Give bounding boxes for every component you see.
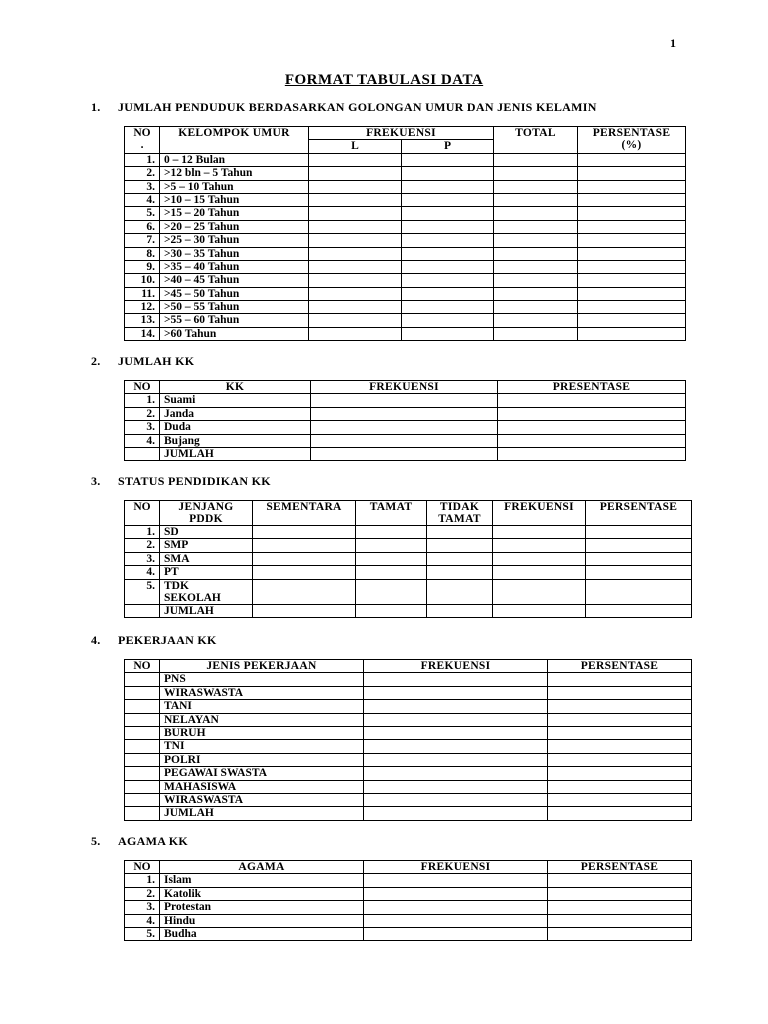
blank-cell (494, 153, 578, 166)
blank-cell (309, 180, 402, 193)
section-5-heading (91, 834, 188, 849)
blank-cell (356, 526, 427, 539)
blank-cell (364, 673, 548, 686)
table-row (125, 434, 686, 447)
blank-cell (494, 314, 578, 327)
blank-cell (253, 552, 356, 565)
row-number: 2. (125, 539, 160, 552)
header-frequency: FREKUENSI (364, 660, 548, 673)
row-number (125, 767, 160, 780)
section-number: 1. (91, 100, 101, 114)
header-percentage: PRESENTASE (498, 381, 686, 394)
blank-cell (402, 180, 494, 193)
blank-cell (548, 753, 692, 766)
header-no: NO (125, 861, 160, 874)
blank-cell (364, 740, 548, 753)
row-number: 4. (125, 566, 160, 579)
table-row (125, 793, 692, 806)
row-label: JUMLAH (160, 807, 364, 820)
blank-cell (253, 579, 356, 604)
row-label: >60 Tahun (160, 327, 309, 340)
table-row (125, 914, 692, 927)
table-row (125, 686, 692, 699)
row-label: JUMLAH (160, 604, 253, 617)
section-2-heading (91, 354, 194, 369)
blank-cell (311, 447, 498, 460)
section-1-heading (91, 100, 597, 115)
blank-cell (311, 407, 498, 420)
blank-cell (311, 434, 498, 447)
section-number: 3. (91, 474, 101, 488)
blank-cell (494, 287, 578, 300)
blank-cell (402, 234, 494, 247)
blank-cell (548, 887, 692, 900)
blank-cell (364, 686, 548, 699)
header-no: NO (125, 501, 160, 526)
row-label: TDK SEKOLAH (160, 579, 253, 604)
row-label: Bujang (160, 434, 311, 447)
blank-cell (578, 193, 686, 206)
table-row (125, 604, 692, 617)
row-number (125, 793, 160, 806)
table-row (125, 874, 692, 887)
table-row (125, 887, 692, 900)
blank-cell (493, 579, 586, 604)
blank-cell (578, 314, 686, 327)
table-row (125, 807, 692, 820)
header-total: TOTAL (494, 127, 578, 154)
table-row (125, 740, 692, 753)
row-number: 5. (125, 207, 160, 220)
blank-cell (494, 234, 578, 247)
header-kk: KK (160, 381, 311, 394)
blank-cell (309, 247, 402, 260)
row-number (125, 700, 160, 713)
table-row (125, 394, 686, 407)
table-row (125, 700, 692, 713)
row-label: BURUH (160, 726, 364, 739)
table-row (125, 314, 686, 327)
header-age-group: KELOMPOK UMUR (160, 127, 309, 154)
blank-cell (311, 394, 498, 407)
blank-cell (494, 274, 578, 287)
row-label: TANI (160, 700, 364, 713)
blank-cell (402, 220, 494, 233)
table-row (125, 767, 692, 780)
section-3-heading (91, 474, 271, 489)
blank-cell (402, 167, 494, 180)
blank-cell (309, 220, 402, 233)
row-number: 7. (125, 234, 160, 247)
blank-cell (253, 604, 356, 617)
row-number (125, 753, 160, 766)
blank-cell (586, 604, 692, 617)
table-row (125, 287, 686, 300)
row-label: Janda (160, 407, 311, 420)
blank-cell (364, 753, 548, 766)
blank-cell (498, 421, 686, 434)
blank-cell (586, 552, 692, 565)
row-label: >55 – 60 Tahun (160, 314, 309, 327)
blank-cell (253, 566, 356, 579)
table-row (125, 566, 692, 579)
blank-cell (578, 167, 686, 180)
blank-cell (311, 421, 498, 434)
header-in-progress: SEMENTARA (253, 501, 356, 526)
blank-cell (364, 927, 548, 940)
row-label: POLRI (160, 753, 364, 766)
table-row (125, 526, 692, 539)
section-title: JUMLAH PENDUDUK BERDASARKAN GOLONGAN UMUR DAN JENIS KELAMIN (118, 100, 597, 114)
blank-cell (494, 167, 578, 180)
blank-cell (309, 260, 402, 273)
table-row (125, 539, 692, 552)
blank-cell (364, 767, 548, 780)
blank-cell (309, 327, 402, 340)
row-label: SD (160, 526, 253, 539)
blank-cell (494, 301, 578, 314)
blank-cell (309, 167, 402, 180)
row-label: WIRASWASTA (160, 686, 364, 699)
blank-cell (548, 700, 692, 713)
table-head-of-household (124, 380, 686, 461)
blank-cell (498, 447, 686, 460)
row-label: Hindu (160, 914, 364, 927)
header-frequency: FREKUENSI (364, 861, 548, 874)
blank-cell (578, 327, 686, 340)
row-label: JUMLAH (160, 447, 311, 460)
row-label: >35 – 40 Tahun (160, 260, 309, 273)
blank-cell (356, 552, 427, 565)
blank-cell (356, 604, 427, 617)
blank-cell (548, 793, 692, 806)
table-row (125, 193, 686, 206)
row-number: 4. (125, 914, 160, 927)
blank-cell (578, 287, 686, 300)
section-title: JUMLAH KK (118, 354, 195, 368)
blank-cell (498, 407, 686, 420)
row-label: Islam (160, 874, 364, 887)
blank-cell (578, 260, 686, 273)
row-number (125, 726, 160, 739)
row-number (125, 447, 160, 460)
row-number: 4. (125, 434, 160, 447)
blank-cell (498, 434, 686, 447)
row-label: PEGAWAI SWASTA (160, 767, 364, 780)
blank-cell (578, 301, 686, 314)
row-number: 3. (125, 552, 160, 565)
table-row (125, 234, 686, 247)
row-label: >40 – 45 Tahun (160, 274, 309, 287)
blank-cell (548, 927, 692, 940)
row-number: 3. (125, 901, 160, 914)
blank-cell (548, 740, 692, 753)
blank-cell (427, 539, 493, 552)
blank-cell (309, 193, 402, 206)
blank-cell (427, 526, 493, 539)
blank-cell (309, 274, 402, 287)
row-number (125, 673, 160, 686)
table-row (125, 901, 692, 914)
table-row (125, 180, 686, 193)
table-row (125, 260, 686, 273)
table-row (125, 153, 686, 166)
blank-cell (586, 526, 692, 539)
blank-cell (427, 566, 493, 579)
blank-cell (356, 539, 427, 552)
row-label: SMA (160, 552, 253, 565)
blank-cell (493, 539, 586, 552)
blank-cell (578, 207, 686, 220)
blank-cell (309, 287, 402, 300)
blank-cell (402, 274, 494, 287)
row-label: >50 – 55 Tahun (160, 301, 309, 314)
blank-cell (364, 713, 548, 726)
table-row (125, 726, 692, 739)
blank-cell (494, 180, 578, 193)
table-row (125, 713, 692, 726)
row-number: 5. (125, 927, 160, 940)
blank-cell (578, 153, 686, 166)
header-female: P (402, 140, 494, 153)
blank-cell (364, 780, 548, 793)
blank-cell (548, 673, 692, 686)
blank-cell (493, 604, 586, 617)
section-number: 5. (91, 834, 101, 848)
blank-cell (309, 314, 402, 327)
page-number: 1 (670, 36, 676, 50)
row-label: >30 – 35 Tahun (160, 247, 309, 260)
row-number: 8. (125, 247, 160, 260)
blank-cell (427, 604, 493, 617)
table-row (125, 421, 686, 434)
row-label: PNS (160, 673, 364, 686)
header-level: JENJANG PDDK (160, 501, 253, 526)
row-number: 1. (125, 874, 160, 887)
blank-cell (356, 579, 427, 604)
header-no: NO (125, 660, 160, 673)
header-percentage: PERSENTASE (548, 861, 692, 874)
header-occupation: JENIS PEKERJAAN (160, 660, 364, 673)
blank-cell (578, 234, 686, 247)
blank-cell (548, 901, 692, 914)
row-number (125, 686, 160, 699)
header-no: NO (125, 381, 160, 394)
row-label: TNI (160, 740, 364, 753)
blank-cell (548, 726, 692, 739)
row-number: 6. (125, 220, 160, 233)
header-no: NO . (125, 127, 160, 154)
header-percentage: PERSENTASE (586, 501, 692, 526)
row-label: Protestan (160, 901, 364, 914)
header-frequency: FREKUENSI (311, 381, 498, 394)
blank-cell (493, 526, 586, 539)
row-number: 2. (125, 407, 160, 420)
row-label: NELAYAN (160, 713, 364, 726)
table-row (125, 673, 692, 686)
row-label: >10 – 15 Tahun (160, 193, 309, 206)
row-label: >12 bln – 5 Tahun (160, 167, 309, 180)
blank-cell (402, 207, 494, 220)
table-row (125, 780, 692, 793)
row-label: >15 – 20 Tahun (160, 207, 309, 220)
blank-cell (548, 914, 692, 927)
table-education (124, 500, 692, 618)
row-label: >25 – 30 Tahun (160, 234, 309, 247)
blank-cell (364, 874, 548, 887)
row-number: 5. (125, 579, 160, 604)
blank-cell (253, 526, 356, 539)
blank-cell (364, 700, 548, 713)
blank-cell (548, 713, 692, 726)
row-number: 13. (125, 314, 160, 327)
header-graduated: TAMAT (356, 501, 427, 526)
header-frequency: FREKUENSI (493, 501, 586, 526)
blank-cell (364, 793, 548, 806)
row-number: 2. (125, 887, 160, 900)
blank-cell (402, 260, 494, 273)
blank-cell (586, 539, 692, 552)
blank-cell (548, 874, 692, 887)
blank-cell (309, 153, 402, 166)
blank-cell (494, 327, 578, 340)
row-label: Suami (160, 394, 311, 407)
row-label: >20 – 25 Tahun (160, 220, 309, 233)
row-number: 12. (125, 301, 160, 314)
row-label: PT (160, 566, 253, 579)
section-number: 4. (91, 633, 101, 647)
page-title: FORMAT TABULASI DATA (284, 72, 484, 88)
blank-cell (494, 220, 578, 233)
header-percentage: PERSENTASE (%) (578, 127, 686, 154)
row-number: 9. (125, 260, 160, 273)
row-number (125, 807, 160, 820)
row-label: 0 – 12 Bulan (160, 153, 309, 166)
blank-cell (402, 327, 494, 340)
row-label: >45 – 50 Tahun (160, 287, 309, 300)
blank-cell (364, 901, 548, 914)
blank-cell (364, 807, 548, 820)
blank-cell (548, 780, 692, 793)
header-not-graduated: TIDAK TAMAT (427, 501, 493, 526)
section-title: PEKERJAAN KK (118, 633, 217, 647)
table-row (125, 552, 692, 565)
blank-cell (364, 887, 548, 900)
blank-cell (548, 686, 692, 699)
blank-cell (364, 914, 548, 927)
row-label: WIRASWASTA (160, 793, 364, 806)
blank-cell (494, 207, 578, 220)
blank-cell (309, 207, 402, 220)
header-percentage: PERSENTASE (548, 660, 692, 673)
table-row (125, 207, 686, 220)
blank-cell (578, 247, 686, 260)
table-row (125, 407, 686, 420)
row-number (125, 713, 160, 726)
table-age-gender (124, 126, 686, 341)
blank-cell (493, 552, 586, 565)
row-number: 3. (125, 180, 160, 193)
row-number: 3. (125, 421, 160, 434)
row-number: 2. (125, 167, 160, 180)
blank-cell (356, 566, 427, 579)
blank-cell (402, 314, 494, 327)
table-row (125, 220, 686, 233)
blank-cell (578, 180, 686, 193)
row-label: >5 – 10 Tahun (160, 180, 309, 193)
blank-cell (578, 220, 686, 233)
blank-cell (548, 807, 692, 820)
blank-cell (494, 247, 578, 260)
table-row (125, 447, 686, 460)
table-row (125, 247, 686, 260)
blank-cell (586, 579, 692, 604)
table-row (125, 301, 686, 314)
row-number: 10. (125, 274, 160, 287)
blank-cell (402, 301, 494, 314)
row-number (125, 740, 160, 753)
blank-cell (402, 247, 494, 260)
section-title: AGAMA KK (118, 834, 189, 848)
header-male: L (309, 140, 402, 153)
row-label: Katolik (160, 887, 364, 900)
table-row (125, 579, 692, 604)
blank-cell (493, 566, 586, 579)
blank-cell (253, 539, 356, 552)
section-title: STATUS PENDIDIKAN KK (118, 474, 271, 488)
row-number: 14. (125, 327, 160, 340)
row-number: 11. (125, 287, 160, 300)
row-number: 1. (125, 394, 160, 407)
header-religion: AGAMA (160, 861, 364, 874)
row-label: SMP (160, 539, 253, 552)
blank-cell (498, 394, 686, 407)
blank-cell (548, 767, 692, 780)
blank-cell (364, 726, 548, 739)
blank-cell (402, 193, 494, 206)
row-label: Budha (160, 927, 364, 940)
blank-cell (578, 274, 686, 287)
section-4-heading (91, 633, 217, 648)
table-row (125, 167, 686, 180)
header-frequency: FREKUENSI (309, 127, 494, 140)
blank-cell (586, 566, 692, 579)
blank-cell (402, 153, 494, 166)
blank-cell (494, 193, 578, 206)
row-number: 1. (125, 153, 160, 166)
blank-cell (494, 260, 578, 273)
section-number: 2. (91, 354, 101, 368)
table-row (125, 927, 692, 940)
row-number: 1. (125, 526, 160, 539)
row-number (125, 604, 160, 617)
table-row (125, 327, 686, 340)
blank-cell (402, 287, 494, 300)
blank-cell (309, 234, 402, 247)
table-religion (124, 860, 692, 941)
blank-cell (427, 552, 493, 565)
blank-cell (427, 579, 493, 604)
row-number (125, 780, 160, 793)
table-row (125, 753, 692, 766)
table-row (125, 274, 686, 287)
table-occupation (124, 659, 692, 821)
row-label: Duda (160, 421, 311, 434)
row-label: MAHASISWA (160, 780, 364, 793)
blank-cell (309, 301, 402, 314)
row-number: 4. (125, 193, 160, 206)
